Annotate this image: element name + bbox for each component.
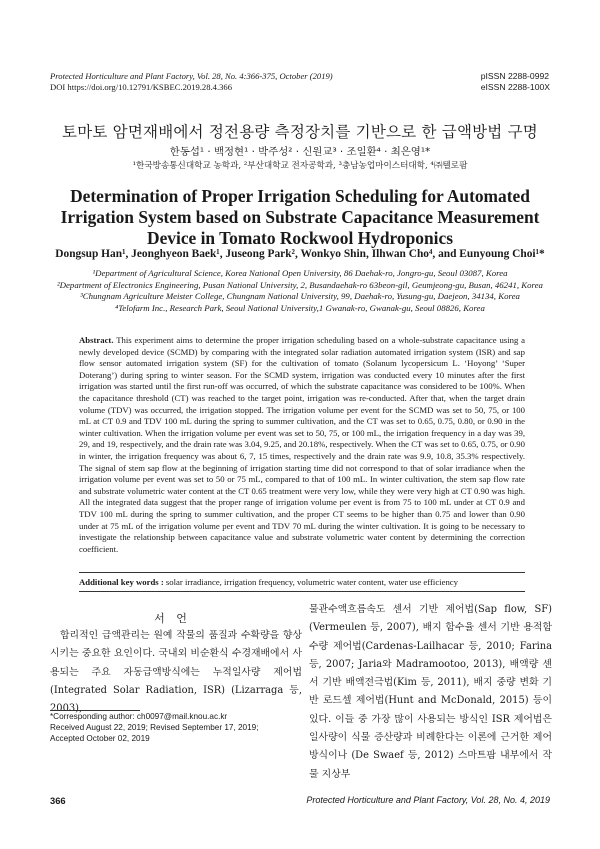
abstract-label: Abstract.	[79, 335, 114, 345]
doi-link[interactable]: DOI https://doi.org/10.12791/KSBEC.2019.28.4.366	[50, 82, 232, 92]
running-header	[50, 71, 333, 93]
affiliation-1: ¹Department of Agricultural Science, Korea National Open University, 86 Daehak-ro, Jongro-gu, Seoul 03087, Korea	[92, 268, 508, 278]
section-title-introduction: 서 언	[154, 612, 191, 625]
english-authors: Dongsup Han¹, Jeonghyeon Baek¹, Juseong Park², Wonkyo Shin, Ilhwan Cho⁴, and Eunyoung Choi¹*	[55, 248, 545, 260]
english-title: Determination of Proper Irrigation Scheduling for Automated Irrigation System based on Substrate Capacitance Measurement Device in Tomato Rockwool Hydroponics	[60, 186, 540, 248]
english-affiliations	[30, 268, 570, 314]
footnote-divider	[50, 710, 140, 711]
keywords	[79, 577, 525, 587]
abstract-text: This experiment aims to determine the proper irrigation scheduling based on a whole-substrate capacitance using a newly developed device (SCMD) by comparing with the integrated solar radiation automated irrigation system (ISR) and sap flow sensor automated irrigation system (SF) for the cultivation of tomato (Solanum lycopersicum L. ‘Hoyong’ ‘Super Doterang’) during spring to winter season. For the SCMD system, irrigation was conducted every 10 minutes after the first irrigation was started until the first run-off was occurred, of which the substrate capacitance was considered to be 100%. When the capacitance threshold (CT) was reached to the target point, irrigation was re-conducted. After that, when the target drain volume (TDV) was occurred, the irrigation stopped. The irrigation volume per event for the SCMD was set to 50, 75, or 100 mL at CT 0.9 and TDV 100 mL during the spring to summer cultivation, and the CT was set to 0.65, 0.75, 0.80, or 0.90 in the winter cultivation. When the irrigation volume per event was set to 50, 75, or 100 mL, the irrigation frequency in a day was 39, 29, and 19, respectively, and the drain rate was 3.04, 9.25, and 20.18%, respectively. When the CT was set to 0.65, 0.75, or 0.90 in winter, the irrigation frequency was about 6, 7, 15 times, respectively and the drain rate was 9.9, 10.8, 35.3% respectively. The signal of stem sap flow at the beginning of irrigation starting time did not correspond to that of solar irradiance when the irrigation volume per event was set to 50 or 75 mL, compared to that of 100 mL. In winter cultivation, the stem sap flow rate and substrate volumetric water content at the CT 0.65 treatment were very low, while they were very high at CT 0.90 was high. All the integrated data suggest that the proper range of irrigation volume per event is from 75 to 100 mL under at CT 0.9 and TDV 100 mL during the spring to summer cultivation, and the proper CT seems to be higher than 0.75 and lower than 0.90 under at 75 mL of the irrigation volume per event and TDV 70 mL during the winter cultivation. It is going to be necessary to investigate the relationship between capacitance value and substrate volumetric water content by determining the correction coefficient.	[79, 335, 525, 554]
intro-paragraph-right: 물관수액흐름속도 센서 기반 제어법(Sap flow, SF) (Vermeulen 등, 2007), 배지 함수율 센서 기반 용적함수량 제어법(Cardenas-Lailhacar 등, 2010; Farina 등, 2007; Jaria와 Madramootoo, 2013), 배액량 센서 기반 배액전극법(Kim 등, 2011), 배지 중량 변화 기반 로드셀 제어법(Hunt and McDonald, 2015) 등이 있다. 이들 중 가장 많이 사용되는 방식인 ISR 제어법은 일사량이 식물 증산량과 비례한다는 이론에 근거한 제어방식이나 (De Swaef 등, 2012) 스마트팜 내부에서 작물 지상부	[309, 604, 552, 780]
korean-affiliations: ¹한국방송통신대학교 농학과, ²부산대학교 전자공학과, ³충남농업마이스터대학, ⁴㈜텔로팜	[132, 161, 468, 171]
abstract-divider	[79, 572, 525, 573]
pissn: pISSN 2288-0992	[480, 71, 550, 81]
abstract	[79, 335, 525, 555]
affiliation-2: ²Department of Electronics Engineering, Pusan National University, 2, Busandaehak-ro 63beon-gil, Geumjeong-gu, Busan, 46241, Korea	[57, 279, 543, 290]
corresponding-author: *Corresponding author: ch0097@mail.knou.ac.kr	[50, 712, 228, 721]
journal-citation: Protected Horticulture and Plant Factory, Vol. 28, No. 4:366-375, October (2019)	[50, 71, 333, 81]
keywords-label: Additional key words :	[79, 577, 164, 587]
eissn: eISSN 2288-100X	[480, 82, 550, 92]
footer-journal: Protected Horticulture and Plant Factory, Vol. 28, No. 4, 2019	[306, 795, 550, 805]
accepted-date: Accepted October 02, 2019	[50, 733, 150, 743]
korean-authors: 한동섭¹ · 백정현¹ · 박주성² · 신원교³ · 조일환⁴ · 최은영¹*	[169, 146, 431, 158]
intro-paragraph-left: 합리적인 급액관리는 원예 작물의 품질과 수확량을 향상시키는 중요한 요인이다. 국내외 비순환식 수경재배에서 사용되는 주요 자동급액방식에는 누적일사량 제어법(Integrated Solar Radiation, ISR) (Lizarraga 등, 2003),	[50, 630, 302, 715]
received-date: Received August 22, 2019; Revised September 17, 2019;	[50, 722, 259, 732]
issn-block	[481, 71, 550, 93]
body-left-column	[50, 627, 302, 718]
body-right-column	[309, 601, 552, 784]
keywords-text: solar irradiance, irrigation frequency, volumetric water content, water use efficiency	[165, 577, 458, 587]
affiliation-3: ³Chungnam Agriculture Meister College, Chungnam National University, 99, Daehak-ro, Yusung-gu, Daejeon, 34134, Korea	[80, 291, 520, 301]
keywords-divider	[79, 591, 525, 592]
affiliation-4: ⁴Telofarm Inc., Research Park, Seoul National University,1 Gwanak-ro, Gwanak-gu, Seoul 08826, Korea	[115, 302, 485, 313]
footnote	[50, 712, 302, 745]
page-number: 366	[50, 795, 66, 806]
korean-title: 토마토 암면재배에서 정전용량 측정장치를 기반으로 한 급액방법 구명	[62, 123, 538, 141]
